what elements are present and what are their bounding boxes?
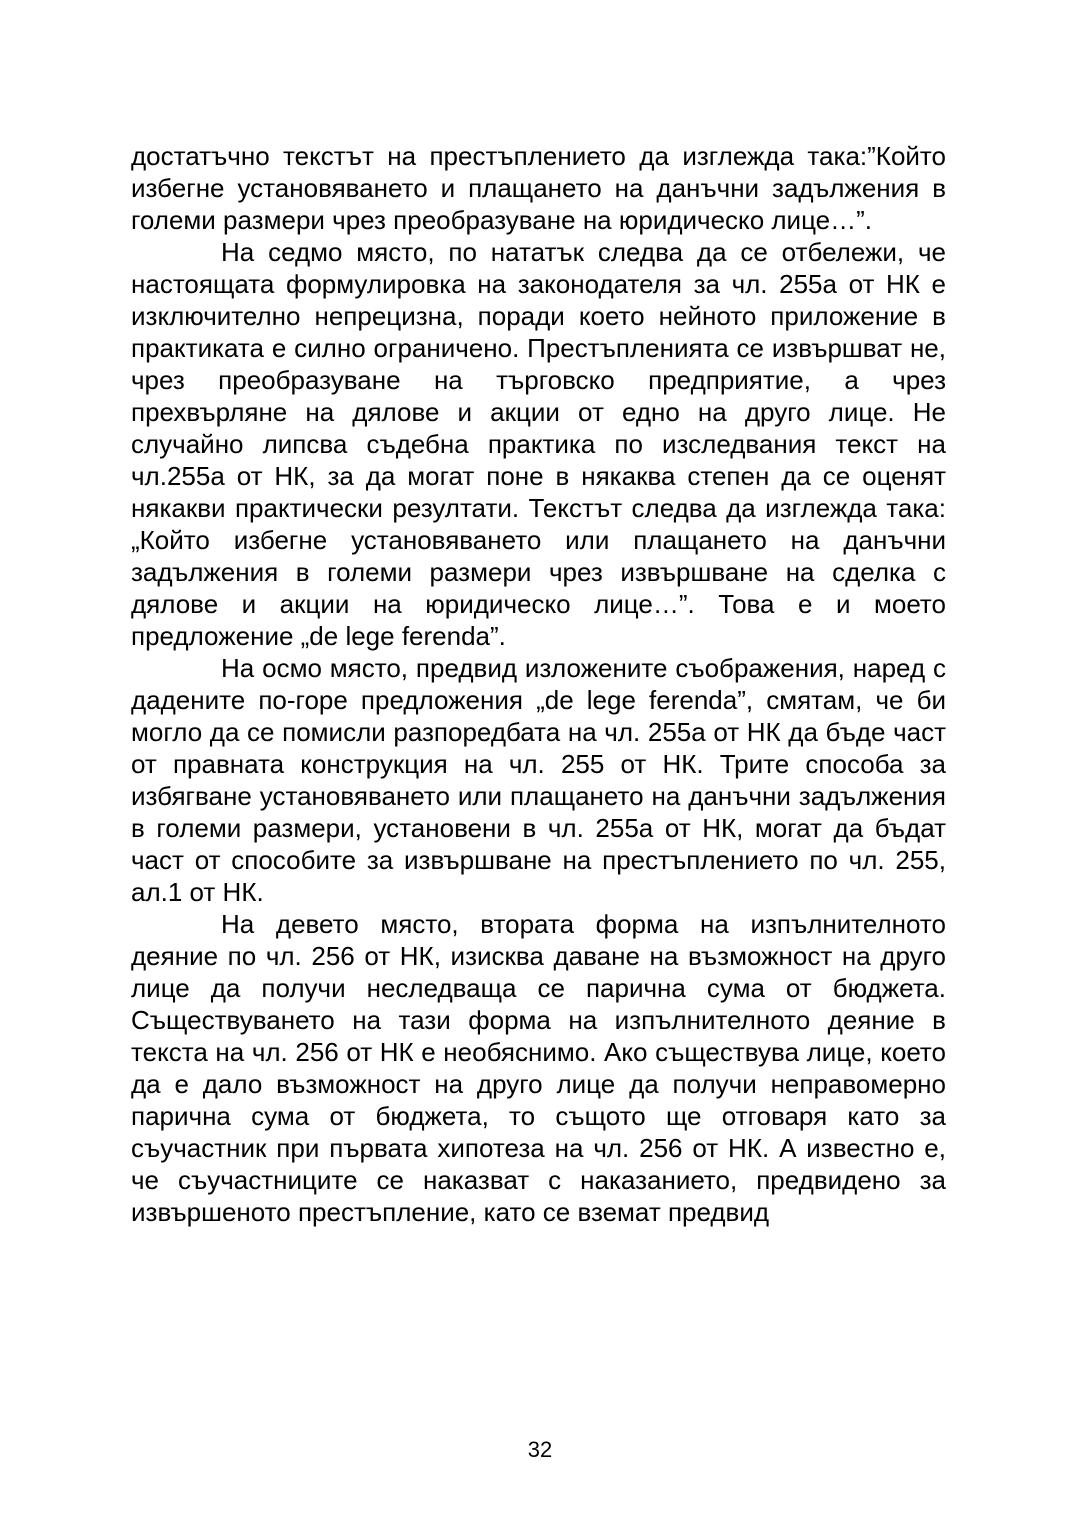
page-number: 32 [527,1437,553,1462]
paragraph-eighth: На осмо място, предвид изложените съображения, наред с дадените по-горе предложения „de lege ferenda”, смятам, че би могло да се помисли разпоредбата на чл. 255а от НК да бъде част от правната конструкция на чл. 255 от НК. Трите способа за избягване установяването или плащането на данъчни задължения в големи размери, установени в чл. 255а от НК, могат да бъдат част от способите за извършване на престъплението по чл. 255, ал.1 от НК. [131,653,946,907]
paragraph-continuation: достатъчно текстът на престъплението да изглежда така:”Който избегне установяването и плащането на данъчни задължения в големи размери чрез преобразуване на юридическо лице…”. [131,141,946,235]
paragraph-ninth: На девето място, втората форма на изпълнителното деяние по чл. 256 от НК, изисква даване на възможност на друго лице да получи неследваща се парична сума от бюджета. Съществуването на тази форма на изпълнителното деяние в текста на чл. 256 от НК е необяснимо. Ако съществува лице, което да е дало възможност на друго лице да получи неправомерно парична сума от бюджета, то същото ще отговаря като за съучастник при първата хипотеза на чл. 256 от НК. А известно е, че съучастниците се наказват с наказанието, предвидено за извършеното престъпление, като се вземат предвид [131,909,946,1227]
paragraph-seventh: На седмо място, по нататък следва да се отбележи, че настоящата формулировка на законодателя за чл. 255а от НК е изключително непрецизна, поради което нейното приложение в практиката е силно ограничено. Престъпленията се извършват не, чрез преобразуване на търговско предприятие, а чрез прехвърляне на дялове и акции от едно на друго лице. Не случайно липсва съдебна практика по изследвания текст на чл.255а от НК, за да могат поне в някаква степен да се оценят някакви практически резултати. Текстът следва да изглежда така: „Който избегне установяването или плащането на данъчни задължения в големи размери чрез извършване на сделка с дялове и акции на юридическо лице…”. Това е и моето предложение „de lege ferenda”. [131,237,946,651]
document-body [131,140,946,1228]
